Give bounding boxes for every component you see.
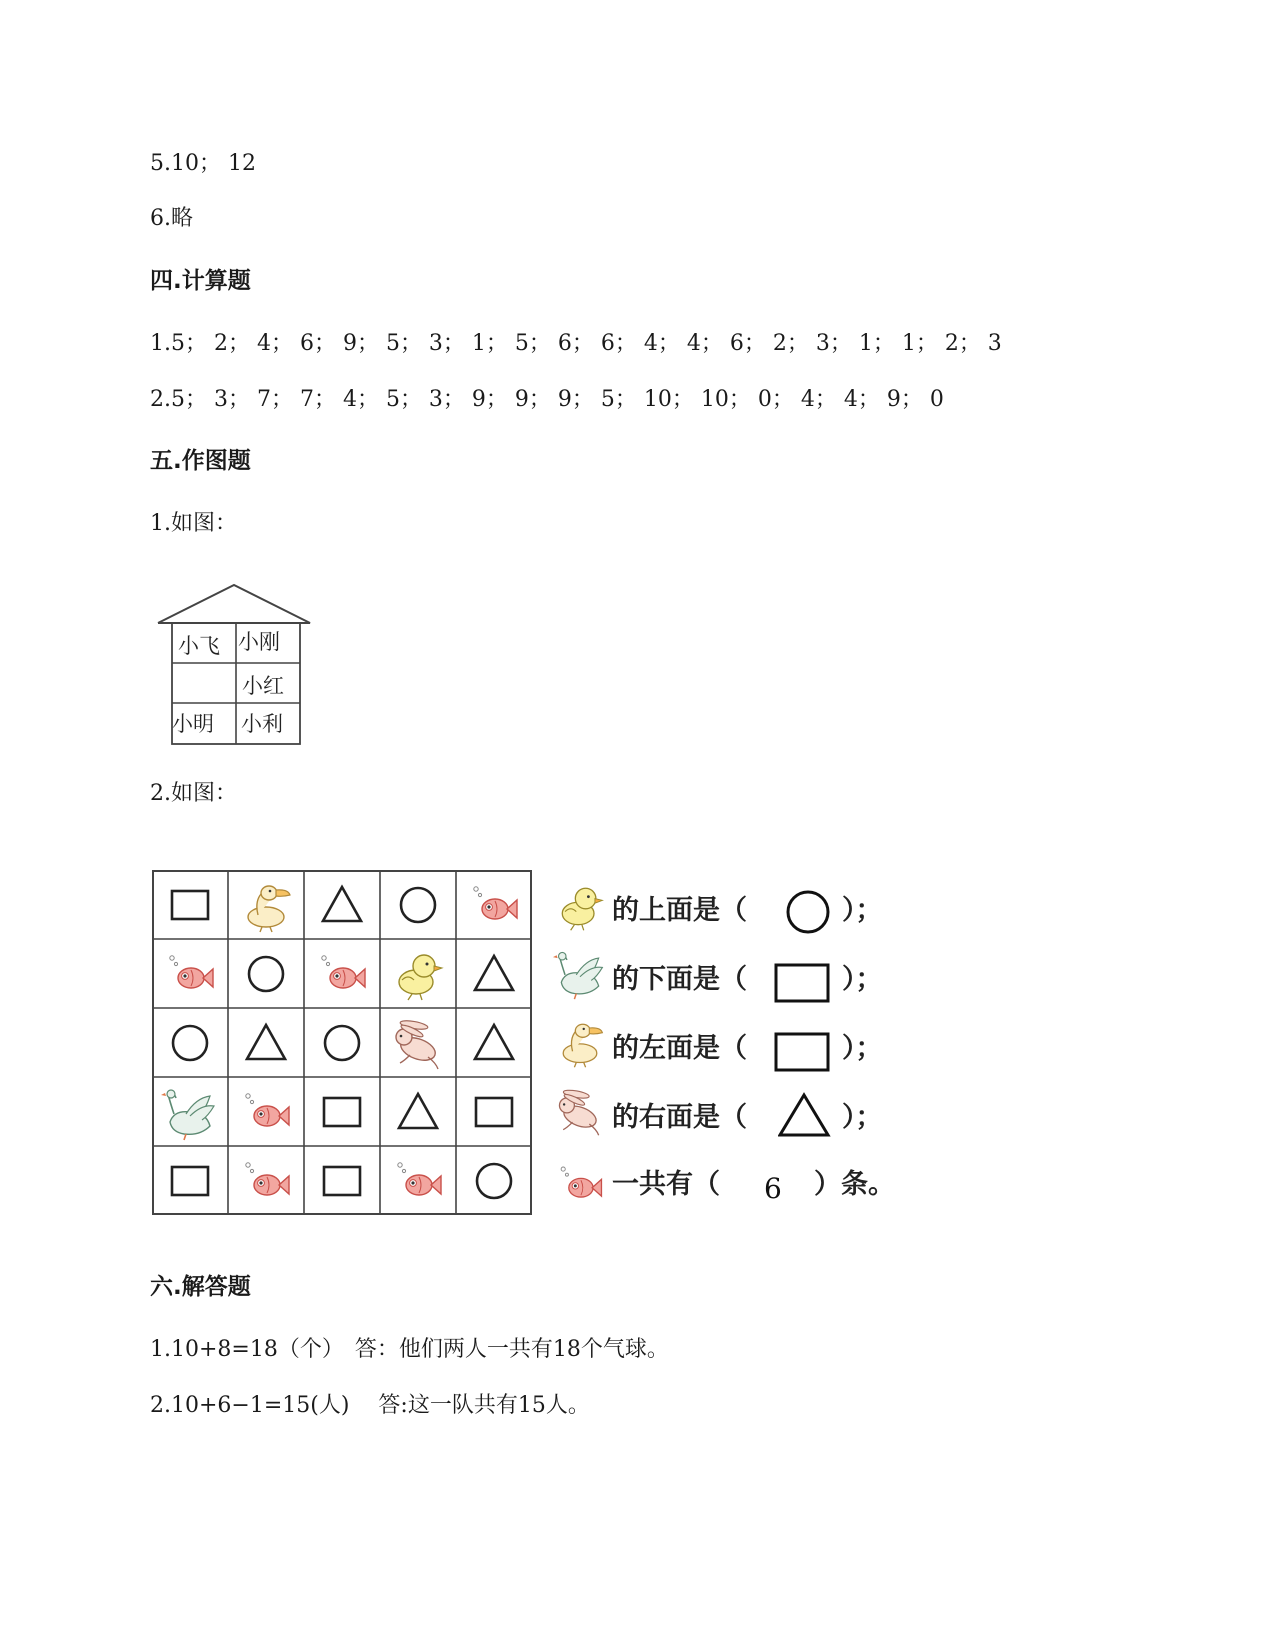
calc-line-2: 2.5； 3； 7； 7； 4； 5； 3； 9； 9； 9； 5； 10； 10； 0； 4； 4； 9； 0	[150, 387, 944, 412]
question-row-1	[552, 870, 912, 939]
house-figure	[150, 580, 320, 750]
square-icon	[312, 1082, 372, 1146]
rabbit-icon	[388, 1013, 448, 1077]
question-2-end: ）；	[842, 964, 883, 995]
circle-icon	[236, 944, 296, 1008]
drawing-item-1: 1.如图：	[150, 511, 237, 536]
square-icon	[312, 1151, 372, 1215]
circle-icon	[160, 1013, 220, 1077]
section-5-heading: 五.作图题	[150, 448, 251, 474]
question-1-end: ）；	[842, 895, 883, 926]
question-2-text: 的下面是（	[612, 964, 747, 995]
circle-icon	[388, 875, 448, 939]
question-row-5	[552, 1146, 912, 1215]
section-6-heading: 六.解答题	[150, 1274, 251, 1300]
solution-line-2: 2.10+6−1=15(人) 答:这一队共有15人。	[150, 1393, 590, 1418]
triangle-answer-icon	[778, 1091, 834, 1143]
fish-icon	[160, 944, 220, 1008]
house-name-xiaoli: 小利	[241, 712, 283, 736]
chick-icon	[388, 944, 448, 1008]
duck-icon	[236, 875, 296, 939]
question-5-end: ）条。	[814, 1169, 895, 1200]
goose-icon	[552, 945, 608, 1005]
question-5-text: 一共有（	[612, 1169, 720, 1200]
house-name-xiaofei: 小飞	[178, 634, 220, 658]
square-answer-icon	[774, 1026, 830, 1078]
drawing-item-2: 2.如图：	[150, 781, 237, 806]
circle-icon	[312, 1013, 372, 1077]
position-questions	[552, 870, 912, 1215]
shape-grid	[152, 870, 532, 1215]
square-icon	[160, 1151, 220, 1215]
answer-line-6: 6.略	[150, 206, 193, 231]
fish-icon	[312, 944, 372, 1008]
question-3-end: ）；	[842, 1033, 883, 1064]
rabbit-icon	[552, 1083, 608, 1143]
question-3-text: 的左面是（	[612, 1033, 747, 1064]
question-4-end: ）；	[842, 1102, 883, 1133]
question-4-text: 的右面是（	[612, 1102, 747, 1133]
triangle-icon	[388, 1082, 448, 1146]
fish-icon	[552, 1156, 608, 1216]
answer-line-5: 5.10； 12	[150, 151, 256, 176]
triangle-icon	[312, 875, 372, 939]
question-5-answer: 6	[764, 1172, 782, 1205]
fish-icon	[464, 875, 524, 939]
question-row-3	[552, 1008, 912, 1077]
square-answer-icon	[774, 957, 830, 1009]
triangle-icon	[236, 1013, 296, 1077]
triangle-icon	[464, 944, 524, 1008]
square-icon	[160, 875, 220, 939]
question-1-text: 的上面是（	[612, 895, 747, 926]
fish-icon	[388, 1151, 448, 1215]
solution-line-1: 1.10+8=18（个） 答：他们两人一共有18个气球。	[150, 1337, 669, 1362]
triangle-icon	[464, 1013, 524, 1077]
square-icon	[464, 1082, 524, 1146]
question-row-4	[552, 1077, 912, 1146]
calc-line-1: 1.5； 2； 4； 6； 9； 5； 3； 1； 5； 6； 6； 4； 4； 6； 2； 3； 1； 1； 2； 3	[150, 331, 1002, 356]
fish-icon	[236, 1151, 296, 1215]
circle-answer-icon	[784, 888, 832, 940]
house-name-xiaohong: 小红	[242, 674, 284, 698]
goose-icon	[160, 1082, 220, 1146]
chick-icon	[552, 878, 608, 938]
duck-icon	[552, 1014, 608, 1074]
house-name-xiaoming: 小明	[172, 712, 214, 736]
circle-icon	[464, 1151, 524, 1215]
house-name-xiaogang: 小刚	[238, 630, 280, 654]
section-4-heading: 四.计算题	[150, 268, 251, 294]
question-row-2	[552, 939, 912, 1008]
fish-icon	[236, 1082, 296, 1146]
